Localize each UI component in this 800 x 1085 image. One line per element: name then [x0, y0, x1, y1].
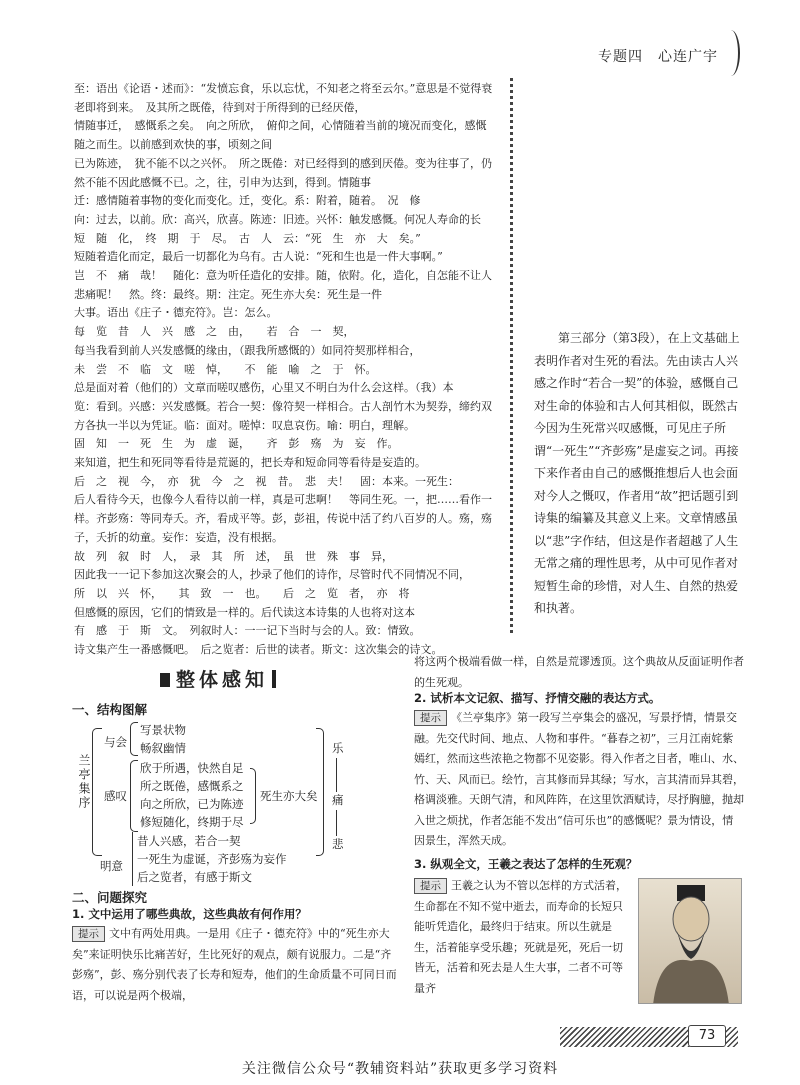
- header-decoration: [722, 30, 740, 76]
- question-2: 2. 试析本文记叙、描写、抒情交融的表达方式。: [414, 691, 661, 705]
- arrow-icon: [336, 810, 337, 836]
- diagram-item: 畅叙幽情: [140, 741, 186, 755]
- section-title: 整体感知: [176, 669, 269, 691]
- text-line: 所 以 兴 怀， 其 致 一 也。 后 之 览 者， 亦 将: [74, 586, 410, 600]
- group-label: 与会: [104, 735, 127, 749]
- dotted-divider: [510, 78, 513, 633]
- text-line: 每当我看到前人兴发感慨的缘由，（跟我所感慨的）如同符契那样相合，: [74, 343, 421, 357]
- text-line: 已为陈迹， 犹不能不以之兴怀。 所之既倦：对已经得到的感到厌倦。变为往事了，仍然不能不因此感慨不已。之，往，引申为达到，得到。情随事: [74, 156, 492, 189]
- diagram-center: 死生亦大矣: [260, 789, 318, 803]
- text-line: 至：语出《论语・述而》：“发愤忘食，乐以忘忧，不知老之将至云尔。”意思是不觉得衰老即将到来。 及其所之既倦，待到对于所得到的已经厌倦，: [74, 82, 493, 114]
- answer-1-cont: 将这两个极端看做一样，自然是荒谬透顶。这个典故从反面证明作者的生死观。: [414, 655, 744, 689]
- diagram-item: 一死生为虚诞，齐彭殇为妄作: [137, 852, 287, 866]
- commentary-note: 第三部分（第3段），在上文基础上表明作者对生死的看法。先由读古人兴感之作时“若合一契”的体验，感慨自己对生命的体验和古人何其相似，既然古今因为生死常兴叹感慨，可见庄子所谓“一死生”“齐彭殇”是虚妄之词。再接下来作者由自己的感慨推想后人也会面对今人之慨叹，作者用“故”把话题引到诗集的编纂及其意义上来。文章情感虽以“悲”字作结，但这是作者超越了人生无常之痛的理性思考，从中可见作者对短暂生命的珍惜，对人生、自然的热爱和执著。: [534, 331, 740, 615]
- text-line: 每 览 昔 人 兴 感 之 由， 若 合 一 契，: [74, 325, 355, 339]
- diagram-item: 向之所欣，已为陈迹: [140, 797, 244, 811]
- text-line: 固 知 一 死 生 为 虚 诞， 齐 彭 殇 为 妄 作。: [74, 437, 399, 451]
- text-line: 向：过去，以前。欣：高兴，欣喜。陈迹：旧迹。兴怀：触发感慨。何况人寿命的长: [74, 212, 481, 226]
- text-line: 但感慨的原因，它们的情致是一样的。后代读这本诗集的人也将对这本: [74, 605, 415, 619]
- diagram-item: 修短随化，终期于尽: [140, 815, 244, 829]
- text-line: 览：看到。兴感：兴发感慨。若合一契：像符契一样相合。古人剖竹木为契券，缔约双方各执一半以为凭证。临：面对。嗟悼：叹息哀伤。喻：明白，理解。: [74, 399, 492, 432]
- center-bracket: [250, 768, 256, 824]
- text-line: 短随着造化而定，最后一切都化为乌有。古人说：“死和生也是一件大事啊。”: [74, 250, 443, 264]
- hint-badge: 提示: [414, 710, 447, 726]
- emotion-label: 痛: [332, 793, 344, 807]
- text-line: 短 随 化， 终 期 于 尽。 古 人 云：“死 生 亦 大 矣。”: [74, 231, 421, 245]
- text-line: 故 列 叙 时 人， 录 其 所 述， 虽 世 殊 事 异，: [74, 549, 393, 563]
- section-heading: [160, 665, 276, 692]
- hint-badge: 提示: [414, 878, 447, 894]
- diagram-item: 所之既倦，感慨系之: [140, 779, 244, 793]
- portrait-image: [638, 878, 742, 1004]
- diagram-item: 写景状物: [140, 723, 186, 737]
- text-line: 大事。语出《庄子・德充符》。岂：怎么。: [74, 306, 278, 320]
- answer-text: 王羲之认为不管以怎样的方式活着，生命都在不知不觉中逝去，而寿命的长短只能听凭造化，最终归于结束。所以生就是生，活着能享受乐趣；死就是死，死后一切皆无，活着和死去是人生大事，二者不可等量齐: [414, 879, 627, 995]
- answer-2: [414, 708, 744, 852]
- answer-text: 文中有两处用典。一是用《庄子・德充符》中的“死生亦大矣”来证明快乐比痛苦好，生比死好的观点，颇有说服力。二是“齐彭殇”，彭、殇分别代表了长寿和短寿，他们的生命质量不可同日而语，可以说是两个极端，: [72, 927, 397, 1002]
- text-line: 情随事迁， 感慨系之矣。 向之所欣， 俯仰之间，心情随着当前的境况而变化，感慨随之而生。以前感到欢快的事，顷刻之间: [74, 119, 487, 152]
- group-bracket: [130, 722, 138, 756]
- diagram-item: 欣于所遇，快然自足: [140, 761, 244, 775]
- text-line: 后 之 视 今， 亦 犹 今 之 视 昔。 悲 夫！ 固：本来。一死生：: [74, 474, 459, 488]
- text-line: 诗文集产生一番感慨吧。 后之览者：后世的读者。斯文：这次集会的诗文。: [74, 643, 443, 657]
- answer-text: 《兰亭集序》第一段写兰亭集会的盛况，写景抒情，情景交融。先交代时间、地点、人物和事件。“暮春之初”，三月江南姹紫嫣红，然而这些浓艳之物都不见姿影。得入作者之目者，唯山、水、竹、天、风而已。绘竹，言其修而异其绿；写水，言其清而异其碧，格调淡雅。天朗气清，和风阵阵，在这里饮酒赋诗，尽抒胸臆，抛却入世之烦扰，作者怎能不发出“信可乐也”的感慨呢？景为情设，情因景生，浑然天成。: [414, 711, 744, 847]
- emotion-label: 乐: [332, 741, 344, 755]
- emotion-label: 悲: [332, 837, 344, 851]
- text-line: 总是面对着（他们的）文章而嗟叹感伤，心里又不明白为什么会这样。（我）本: [74, 381, 454, 395]
- diagram-item: 后之览者，有感于斯文: [137, 870, 252, 884]
- text-line: 因此我一一记下参加这次聚会的人，抄录了他们的诗作，尽管时代不同情况不同，: [74, 568, 470, 582]
- text-line: 迁：感情随着事物的变化而变化。迁，变化。系：附着，随着。 况 修: [74, 194, 421, 208]
- group-label: 明意: [100, 859, 123, 873]
- answer-1: [72, 924, 400, 1006]
- text-line: 后人看待今天，也像今人看待以前一样，真是可悲啊！ 等同生死。一，把……看作一样。齐彭殇：等同寿夭。齐，看成平等。彭，彭祖，传说中活了约八百岁的人。殇，殇子，夭折的幼童。妄作：妄造，没有根据。: [74, 493, 492, 544]
- footer-note: 关注微信公众号“教辅资料站”获取更多学习资料: [241, 1061, 559, 1077]
- question-3: 3. 纵观全文，王羲之表达了怎样的生死观？: [414, 857, 638, 871]
- page-number: 73: [688, 1025, 726, 1047]
- root-bracket: [92, 728, 102, 856]
- annotated-text: [74, 80, 494, 660]
- structure-heading: 一、结构图解: [72, 702, 148, 717]
- section-marker-icon: [160, 673, 170, 687]
- text-line: 未 尝 不 临 文 嗟 悼， 不 能 喻 之 于 怀。: [74, 362, 377, 376]
- text-line: 岂 不 痛 哉！ 随化：意为听任造化的安排。随，依附。化，造化，自怎能不让人悲痛呢！ 然。终：最终。期：注定。死生亦大矣：死生是一件: [74, 269, 492, 301]
- group-3-items: [132, 832, 287, 886]
- header-title: 专题四 心连广宇: [598, 49, 718, 65]
- answer-3: [414, 876, 632, 999]
- group-bracket: [130, 760, 138, 832]
- section-bar-icon: [272, 670, 276, 688]
- diagram-root: 兰亭集序: [77, 754, 91, 810]
- group-label: 感叹: [104, 789, 127, 803]
- diagram-item: 昔人兴感，若合一契: [137, 834, 241, 848]
- hint-badge: 提示: [72, 926, 105, 942]
- arrow-icon: [336, 758, 337, 792]
- right-bracket: [316, 728, 324, 856]
- text-line: 有 感 于 斯 文。 列叙时人：一一记下当时与会的人。致：情致。: [74, 624, 421, 638]
- question-1: 1. 文中运用了哪些典故，这些典故有何作用？: [72, 907, 307, 921]
- text-line: 来知道，把生和死同等看待是荒诞的，把长寿和短命同等看待是妄造的。: [74, 456, 426, 470]
- inquiry-heading: 二、问题探究: [72, 890, 148, 905]
